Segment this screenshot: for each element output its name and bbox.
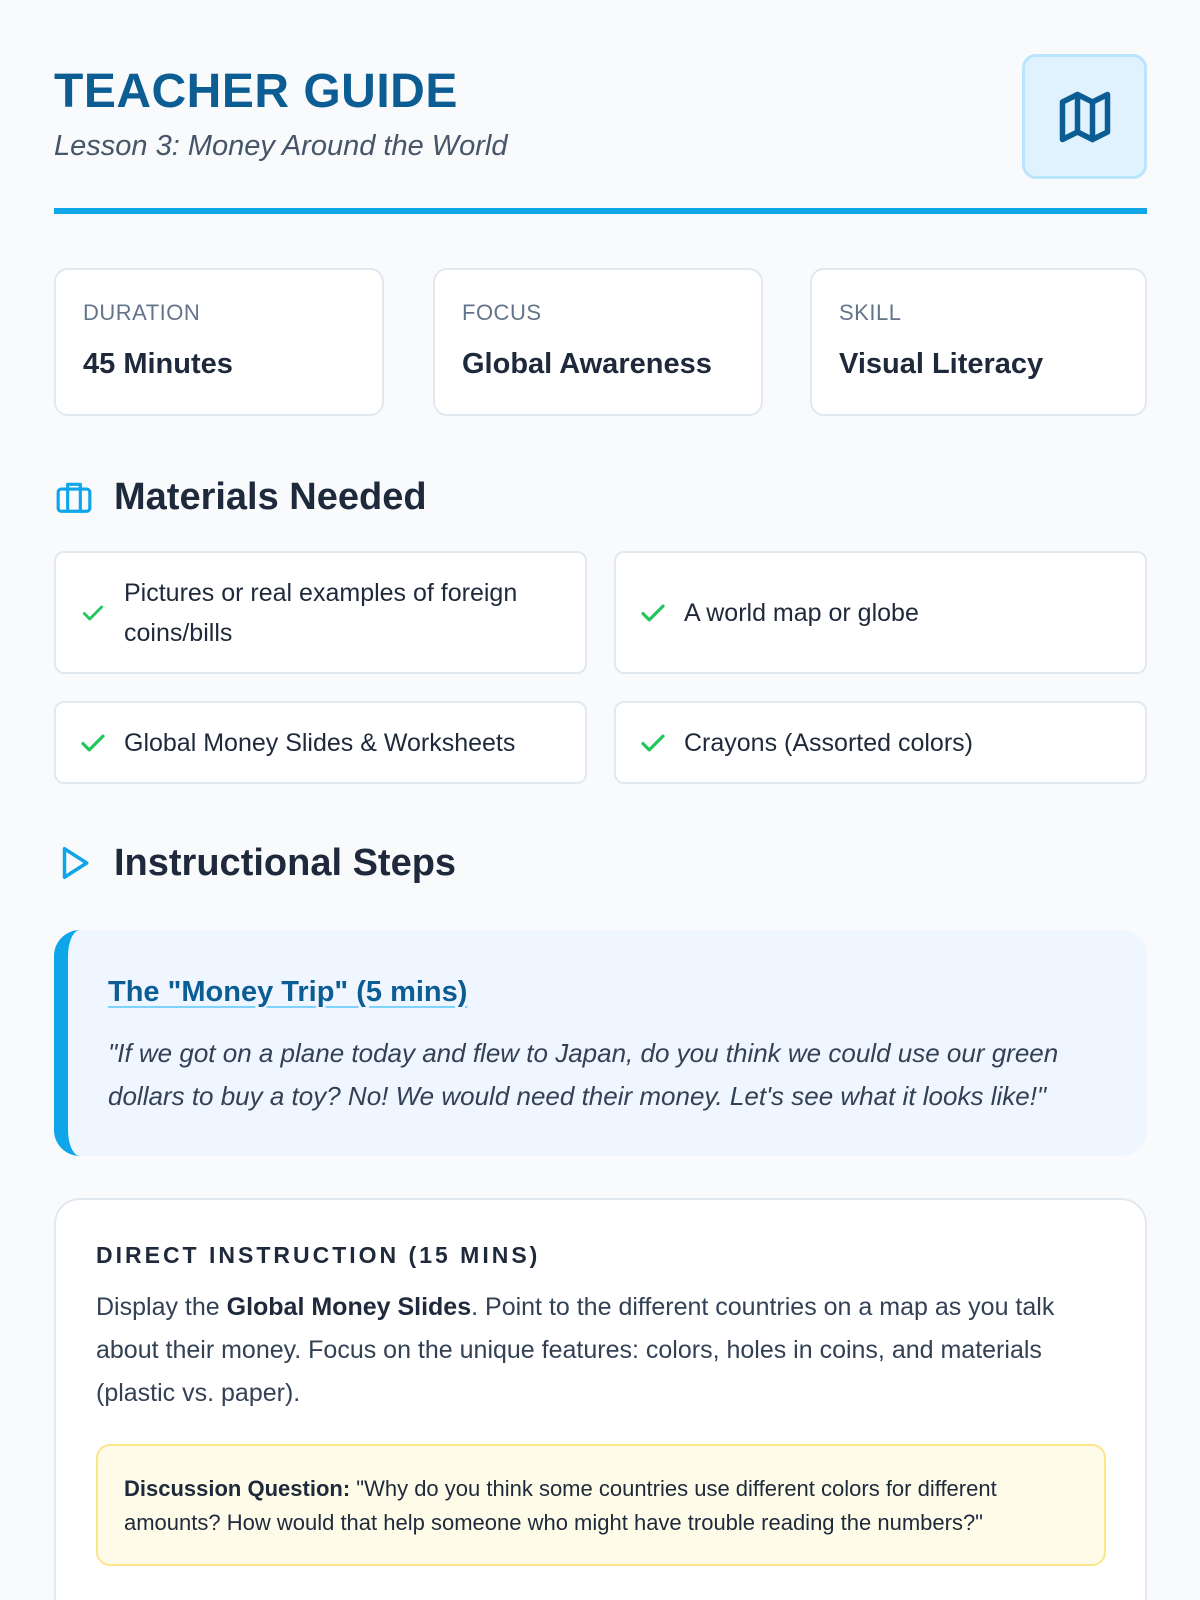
check-icon xyxy=(638,598,668,628)
header xyxy=(54,0,1147,214)
discussion-question-text: "Why do you think some countries use different colors for different amounts? How would that help someone who might have trouble reading the numbers?" xyxy=(124,1476,997,1535)
briefcase-icon xyxy=(54,477,94,517)
material-item xyxy=(54,551,587,674)
direct-instruction-heading: DIRECT INSTRUCTION (15 MINS) xyxy=(96,1242,541,1268)
info-card-label: DURATION xyxy=(83,300,201,325)
material-item xyxy=(54,701,587,784)
direct-instruction-card xyxy=(54,1198,1147,1600)
discussion-question-label: Discussion Question: xyxy=(124,1476,351,1501)
page-title: TEACHER GUIDE xyxy=(54,65,458,118)
step-intro-callout xyxy=(54,930,1147,1156)
info-card-skill xyxy=(810,268,1147,416)
materials-heading xyxy=(54,472,427,522)
teacher-guide-page xyxy=(54,0,1147,1600)
body-bold-text: Global Money Slides xyxy=(226,1293,472,1321)
body-text: . Point to the different countries on a map as you talk about their money. Focus on the unique features: colors, holes in coins, and materials (plastic vs. paper). xyxy=(96,1293,1055,1407)
info-card-value: Global Awareness xyxy=(462,348,712,380)
materials-heading-text: Materials Needed xyxy=(114,475,427,518)
steps-heading xyxy=(54,838,456,888)
info-card-focus xyxy=(433,268,763,416)
material-item xyxy=(614,551,1147,674)
info-card-value: Visual Literacy xyxy=(839,348,1044,380)
material-item xyxy=(614,701,1147,784)
map-badge xyxy=(1022,54,1147,179)
check-icon xyxy=(638,728,668,758)
direct-instruction-body xyxy=(96,1286,1106,1415)
material-text: A world map or globe xyxy=(684,598,919,627)
lesson-subtitle: Lesson 3: Money Around the World xyxy=(54,130,508,162)
body-text: Display the xyxy=(96,1293,227,1321)
info-card-label: FOCUS xyxy=(462,300,542,325)
info-card-label: SKILL xyxy=(839,300,902,325)
info-card-value: 45 Minutes xyxy=(83,348,233,380)
play-icon xyxy=(54,843,94,883)
map-icon xyxy=(1055,87,1115,147)
steps-heading-text: Instructional Steps xyxy=(114,841,457,884)
material-text: Global Money Slides & Worksheets xyxy=(124,728,516,757)
step-intro-quote: "If we got on a plane today and flew to Japan, do you think we could use our green dollars to buy a toy? No! We would need their money. Let's see what it looks like!" xyxy=(108,1038,1059,1111)
check-icon xyxy=(78,598,108,628)
material-text: Crayons (Assorted colors) xyxy=(684,728,973,757)
check-icon xyxy=(78,728,108,758)
step-intro-title: The "Money Trip" (5 mins) xyxy=(108,976,468,1008)
material-text: Pictures or real examples of foreign coins/bills xyxy=(124,578,518,647)
info-card-duration xyxy=(54,268,384,416)
discussion-question-box xyxy=(96,1444,1106,1566)
